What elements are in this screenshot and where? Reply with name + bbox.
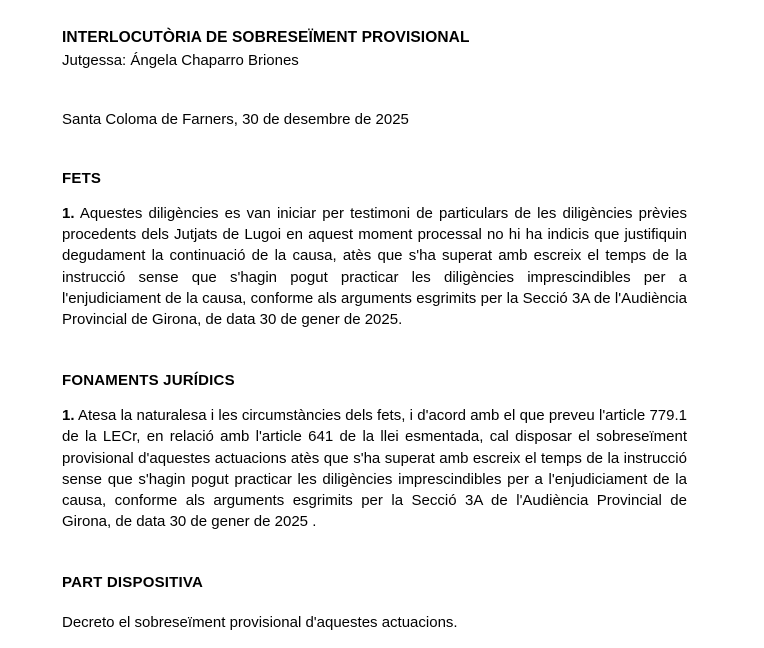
judge-line: Jutgessa: Ángela Chaparro Briones xyxy=(62,52,299,69)
section-heading-fets: FETS xyxy=(62,170,102,187)
section-heading-part-dispositiva: PART DISPOSITIVA xyxy=(62,574,203,592)
document-title: INTERLOCUTÒRIA DE SOBRESEÏMENT PROVISIONAL xyxy=(62,29,470,46)
fets-paragraph-1 xyxy=(62,203,687,330)
fets-item-number: 1. xyxy=(62,205,75,222)
fonaments-item-text: Atesa la naturalesa i les circumstàncies dels fets, i d'acord amb el que preveu l'article 779.1 de la LECr, en relació amb l'article 641 de la llei esmentada, cal disposar el sobreseïment provisional d'aquestes actuacions atès que s'ha superat amb escreix el temps de la instrucció sense que s'hagin pogut practicar les diligències imprescindibles per a l'enjudiciament de la causa, conforme als arguments esgrimits per la Secció 3A de l'Audiència Provincial de Girona, de data 30 de gener de 2025 . xyxy=(62,407,687,531)
section-heading-fonaments-juridics: FONAMENTS JURÍDICS xyxy=(62,372,235,390)
place-and-date: Santa Coloma de Farners, 30 de desembre de 2025 xyxy=(62,111,409,128)
part-dispositiva-text: Decreto el sobreseïment provisional d'aquestes actuacions. xyxy=(62,614,458,632)
fonaments-item-number: 1. xyxy=(62,407,75,425)
fets-item-text: Aquestes diligències es van iniciar per testimoni de particulars de les diligències prèvies procedents dels Jutjats de Lugoi en aquest moment processal no hi ha indicis que justifiquin degudament la continuació de la causa, atès que s'ha superat amb escreix el temps de la instrucció sense que s'hagin pogut practicar les diligències imprescindibles per a l'enjudiciament de la causa, conforme als arguments esgrimits per la Secció 3A de l'Audiència Provincial de Girona, de data 30 de gener de 2025. xyxy=(62,205,687,329)
fonaments-paragraph-1 xyxy=(62,405,687,532)
